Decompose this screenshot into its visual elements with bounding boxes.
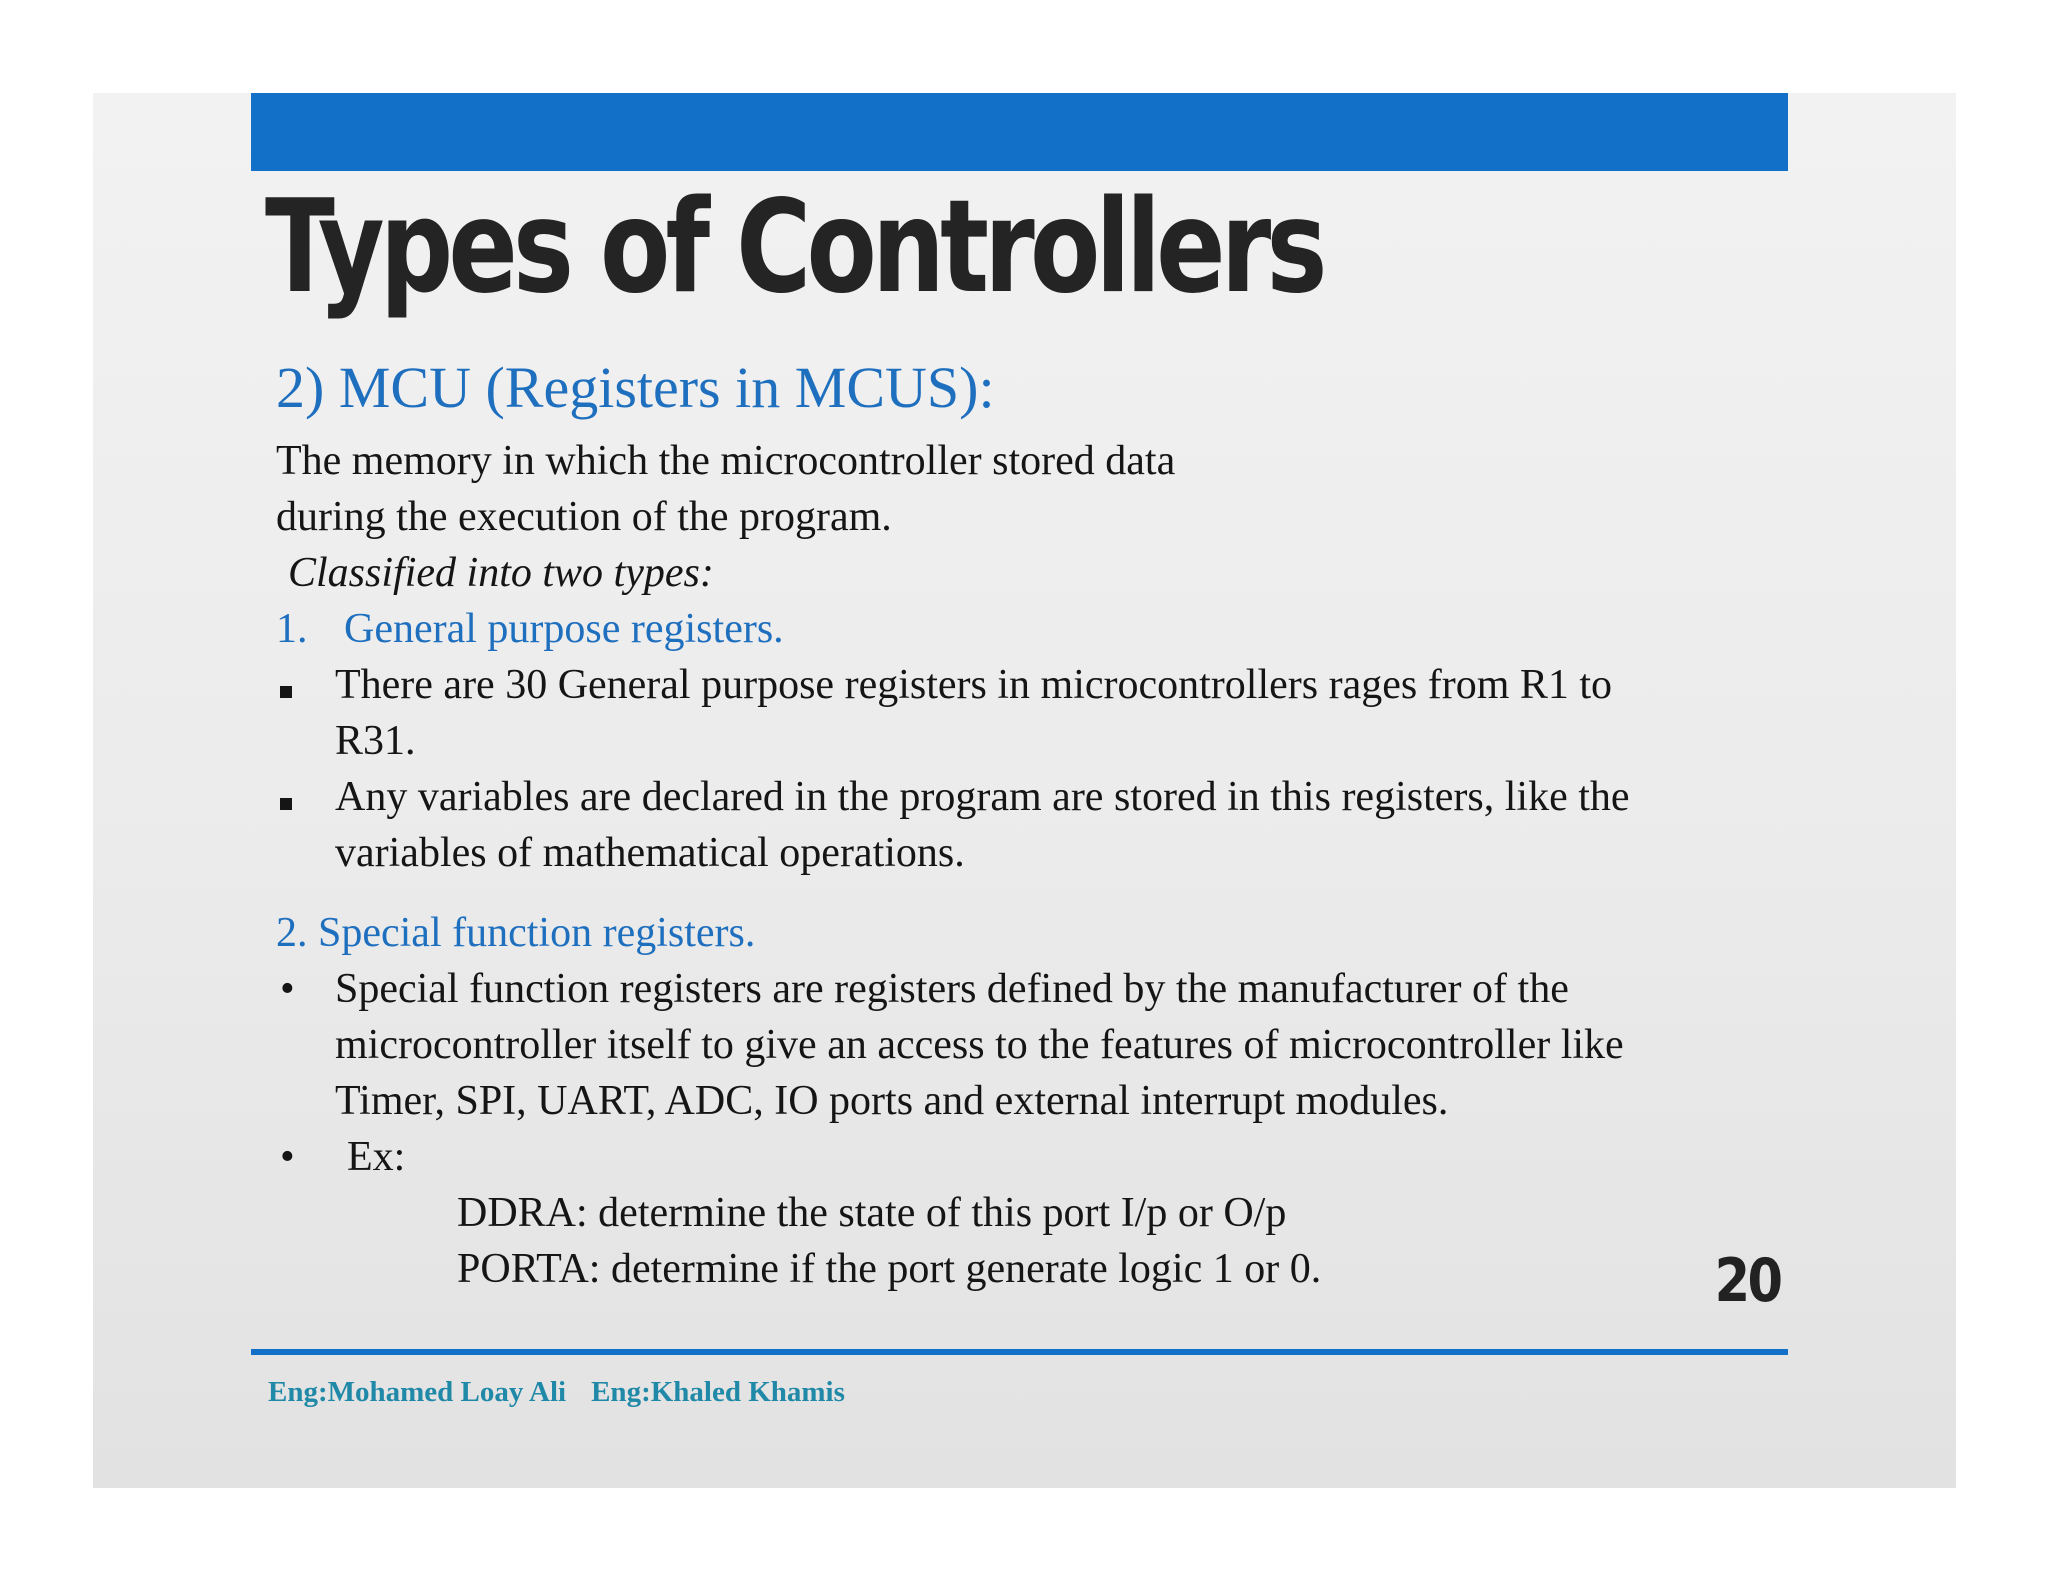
ex-label: Ex: bbox=[347, 1134, 406, 1180]
bullet-line: microcontroller itself to give an access to the features of microcontroller like bbox=[335, 1022, 1624, 1068]
section2-bullet-2 bbox=[276, 1129, 1806, 1185]
footer-author-1: Eng:Mohamed Loay Ali bbox=[268, 1376, 567, 1408]
footer-author-2: Eng:Khaled Khamis bbox=[591, 1376, 845, 1408]
bottom-divider bbox=[251, 1349, 1788, 1355]
section2-heading: 2. Special function registers. bbox=[276, 910, 756, 956]
bullet-line: Special function registers are registers defined by the manufacturer of the bbox=[335, 966, 1569, 1012]
square-bullet-icon bbox=[280, 798, 292, 810]
section1-number: 1. bbox=[276, 606, 308, 652]
bullet-line: variables of mathematical operations. bbox=[335, 830, 965, 876]
bullet-line: R31. bbox=[335, 718, 416, 764]
classified-line: Classified into two types: bbox=[288, 550, 714, 596]
slide bbox=[93, 93, 1956, 1488]
intro-line-1: The memory in which the microcontroller stored data bbox=[276, 438, 1176, 484]
slide-subtitle: 2) MCU (Registers in MCUS): bbox=[276, 355, 995, 420]
section1-heading-text: General purpose registers. bbox=[344, 606, 784, 652]
round-bullet-icon: • bbox=[280, 966, 295, 1012]
footer-authors bbox=[268, 1376, 845, 1409]
section1-bullet-1 bbox=[276, 657, 1806, 769]
bullet-line: There are 30 General purpose registers in microcontrollers rages from R1 to bbox=[335, 662, 1613, 708]
bullet-line: Timer, SPI, UART, ADC, IO ports and external interrupt modules. bbox=[335, 1078, 1449, 1124]
section2-bullet-1 bbox=[276, 961, 1806, 1129]
intro-line-2: during the execution of the program. bbox=[276, 494, 892, 540]
slide-body bbox=[276, 433, 1806, 1297]
slide-title: Types of Controllers bbox=[265, 173, 1323, 322]
top-accent-bar bbox=[251, 93, 1788, 171]
square-bullet-icon bbox=[280, 686, 292, 698]
bullet-line: Any variables are declared in the program are stored in this registers, like the bbox=[335, 774, 1630, 820]
page-number: 20 bbox=[1714, 1246, 1780, 1316]
round-bullet-icon: • bbox=[280, 1134, 295, 1180]
example-porta: PORTA: determine if the port generate logic 1 or 0. bbox=[457, 1246, 1322, 1292]
section1-bullet-2 bbox=[276, 769, 1806, 881]
section1-heading bbox=[276, 601, 1806, 657]
example-ddra: DDRA: determine the state of this port I/p or O/p bbox=[457, 1190, 1287, 1236]
